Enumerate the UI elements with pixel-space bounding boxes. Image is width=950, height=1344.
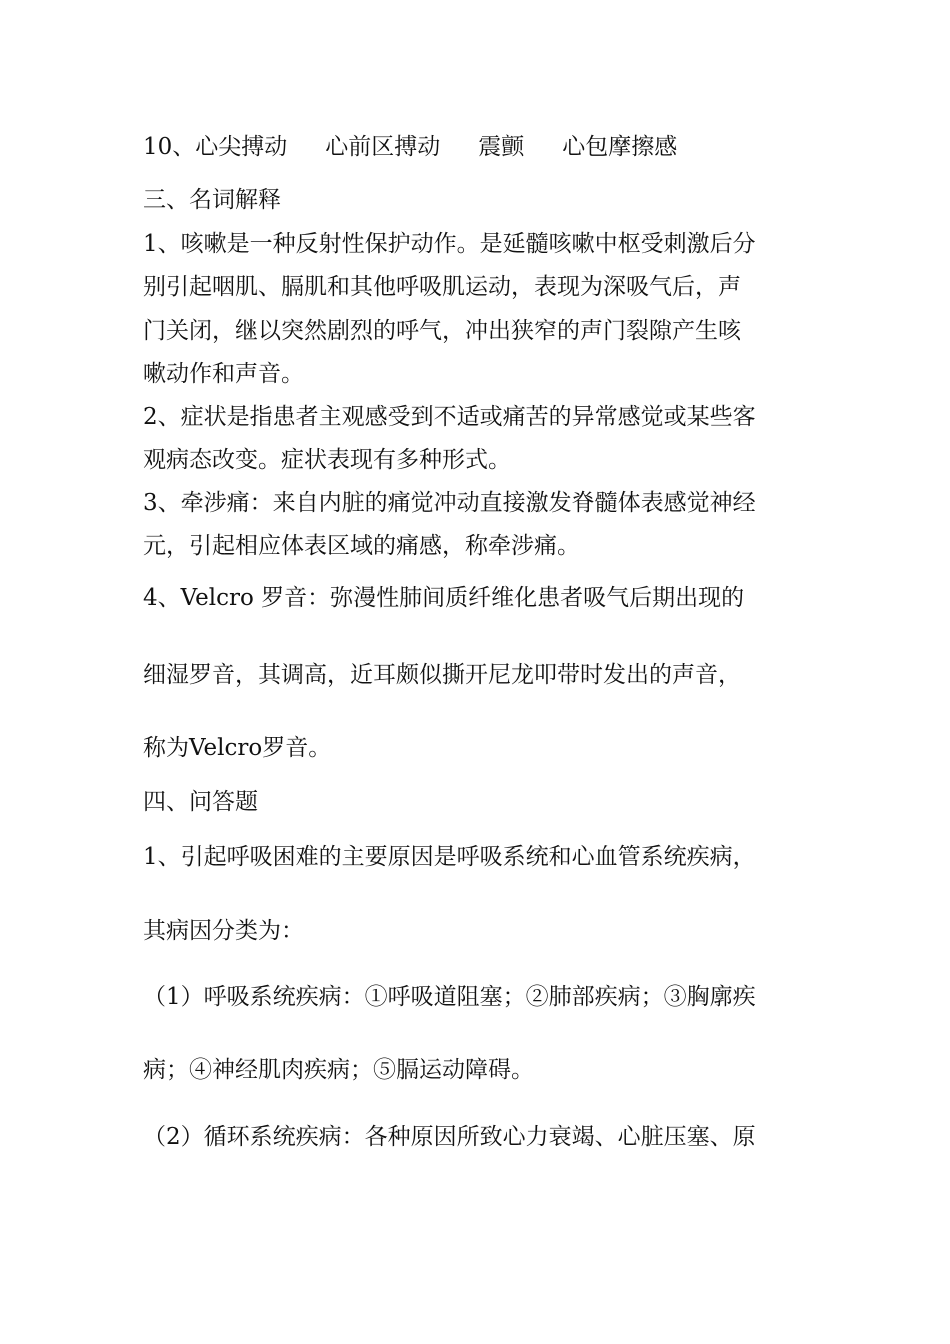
section-heading-definitions: 三、名词解释 <box>143 187 281 213</box>
definition-velcro-line: 4、Velcro 罗音：弥漫性肺间质纤维化患者吸气后期出现的 <box>143 585 745 611</box>
answer-respiratory-causes-line: （1）呼吸系统疾病：①呼吸道阻塞；②肺部疾病；③胸廓疾 <box>143 984 756 1010</box>
definition-symptom-line: 观病态改变。症状表现有多种形式。 <box>143 447 511 473</box>
answer-respiratory-causes-line: 病；④神经肌肉疾病；⑤膈运动障碍。 <box>143 1057 534 1083</box>
definition-cough-line: 1、咳嗽是一种反射性保护动作。是延髓咳嗽中枢受刺激后分 <box>143 231 756 257</box>
definition-referred-pain-line: 元，引起相应体表区域的痛感，称牵涉痛。 <box>143 533 580 559</box>
term-thrill: 震颤 <box>478 134 525 160</box>
definition-velcro-line: 称为Velcro罗音。 <box>143 735 332 761</box>
term-pericardial-friction: 心包摩擦感 <box>562 134 678 160</box>
definition-symptom-line: 2、症状是指患者主观感受到不适或痛苦的异常感觉或某些客 <box>143 404 756 430</box>
definition-cough-line: 门关闭，继以突然剧烈的呼气，冲出狭窄的声门裂隙产生咳 <box>143 318 741 344</box>
answer-dyspnea-line: 1、引起呼吸困难的主要原因是呼吸系统和心血管系统疾病， <box>143 844 756 870</box>
answer-dyspnea-line: 其病因分类为： <box>143 918 304 944</box>
answer-circulatory-causes-line: （2）循环系统疾病：各种原因所致心力衰竭、心脏压塞、原 <box>143 1124 756 1150</box>
term-apex-beat: 心尖搏动 <box>195 134 288 160</box>
item-number: 10、 <box>143 134 196 160</box>
definition-cough-line: 别引起咽肌、膈肌和其他呼吸肌运动，表现为深吸气后，声 <box>143 274 741 300</box>
definition-referred-pain-line: 3、牵涉痛：来自内脏的痛觉冲动直接激发脊髓体表感觉神经 <box>143 490 756 516</box>
definition-velcro-line: 细湿罗音，其调高，近耳颇似撕开尼龙叩带时发出的声音， <box>143 662 741 688</box>
term-precordial-pulsation: 心前区搏动 <box>325 134 441 160</box>
fill-blank-item-10 <box>143 132 813 162</box>
section-heading-qa: 四、问答题 <box>143 789 258 815</box>
definition-cough-line: 嗽动作和声音。 <box>143 361 304 387</box>
